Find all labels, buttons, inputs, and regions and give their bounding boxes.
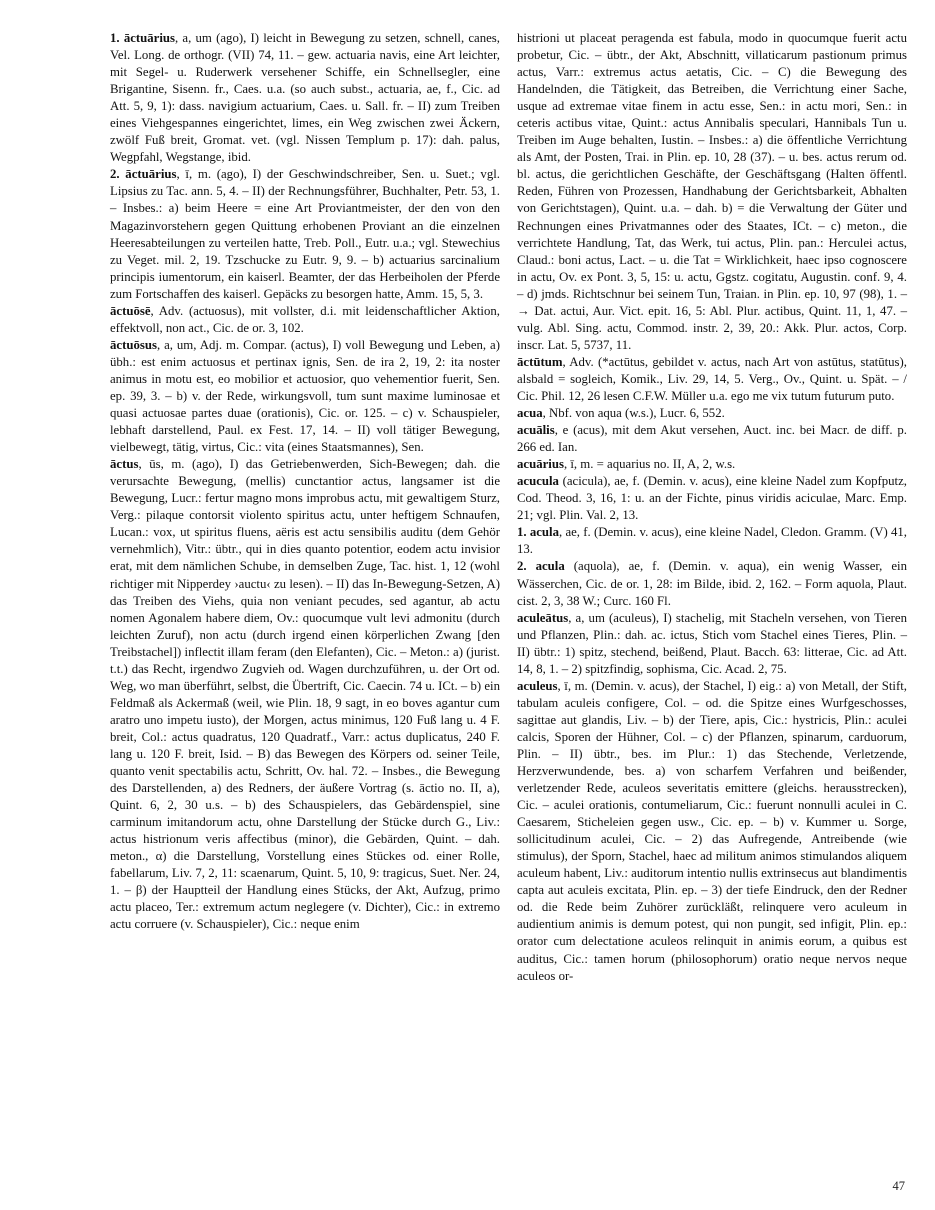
headword: aculeātus [517,610,569,625]
entry-text: , a, um (aculeus), I) stachelig, mit Stacheln versehen, von Tieren und Pflanzen, Plin.: dah. ac. ictus, Stich vom Stachel eines Tieres, Plin. – II) übtr.: 1) spitz, stechend, beißend, Plaut. Bacch. 63: litterae, Cic. ad Att. 14, 8, 1. – 2) spitzfindig, sophisma, Cic. Acad. 2, 75. [517,610,907,676]
entry-text: , ī, m. (ago), I) der Geschwindschreiber, Sen. u. Suet.; vgl. Lipsius zu Tac. ann. 5, 4. – II) der Rechnungsführer, Buchhalter, Petr. 53, 1. – Insbes.: a) beim Heere = eine Art Proviantmeister, der den von den Magazinvorstehern gegen Quittung erhobenen Proviant an die einzelnen Heeresabteilungen zu verteilen hatte, Treb. Poll., Eutr. u.a.; vgl. Stewechius zu Veget. mil. 2, 19. Tzschucke zu Eutr. 9, 9. – b) actuarius sarcinalium principis iumentorum, ein kaiserl. Beamter, der das Herbeiholen der Pferde zum Fortschaffen des kaiserl. Gepäcks zu besorgen hatte, Amm. 15, 5, 3. [110,167,500,301]
headword: 2. acula [517,559,565,574]
headword: 1. acula [517,525,559,540]
entry-aculeus [517,678,907,985]
headword: acuārius [517,457,564,472]
entry-text: (acicula), ae, f. (Demin. v. acus), eine kleine Nadel zum Kopfputz, Cod. Theod. 3, 16, 1: u. an der Fichte, pinus viridis aciculae, Marc. Emp. 21; vgl. Plin. Val. 2, 13. [517,474,907,523]
entry-text: , ūs, m. (ago), I) das Getriebenwerden, Sich-Bewegen; dah. die verursachte Bewegung, (mellis) cunctantior actus, langsamer ist die Bewegung, Lucr.: fertur magno mons improbus actu, mit gewaltigem Sturz, Verg.: pilaque contorsit violento spiritus actu, unter heftigem Schnaufen, Lucan.: vox, ut spiritus fluens, aëris est actu sensibilis auditu (dem Gehör vernehmlich), Vitr.: übtr., qui in dies quanto potentior, eodem actu invisior erat, mit dem nämlichen Schube, in demselben Zuge, Tac. hist. 1, 12 (wohl richtiger mit Nipperdey ›auctu‹ zu lesen). – II) das In-Bewegung-Setzen, A) das Treiben des Viehs, quia non veniant pecudes, sed agantur, ab actu nomen Agonalem habere diem, Ov.: quocumque vult levi admonitu (durch leichten Zuruf), non actu (durch irgend einen körperlichen Zwang [den Treibstachel]) inflectit illam feram (den Elefanten), Cic. – Meton.: a) (jurist. t.t.) das Recht, irgendwo Zugvieh od. Wagen durchzuführen, u. der Ort od. Weg, wo man überführt, selbst, die Übertrift, Cic. Caecin. 74 u. ICt. – b) ein Feldmaß als Ackermaß (weil, wie Plin. 18, 9 sagt, in eo boves agantur cum aratro uno impetu iusto), der Morgen, actus minimus, 120 Fuß lang u. 4 F. breit, Col.: actus quadratus, 120 Quadratf., Varr.: actus duplicatus, 240 F. lang u. 120 F. breit, Isid. – B) das Bewegen des Körpers od. seiner Teile, quanto venit spectabilis actu, Schritt, Ov. hal. 72. – Insbes., die Bewegung des Darstellenden, a) des Redners, der äußere Vortrag (s. āctio no. II, a), Quint. 6, 2, 30 u.s. – b) des Schauspielers, das Gebärdenspiel, sine carminum imitandorum actu, ohne Darstellung der Stücke durch G., Liv.: actus histrionum veris affectibus (minor), die Gebärden, Quint. – dah. meton., α) die Darstellung, Vorstellung eines Stückes od. einer Rolle, fabellarum, Liv. 7, 2, 11: scaenarum, Quint. 5, 10, 9: tragicus, Suet. Ner. 24, 1. – β) der Hauptteil der Handlung eines Stücks, der Akt, Aufzug, primo actu placeo, Ter.: extremum actum neglegere (v. Dichter), Cic.: in extremo actu corruere (v. Schauspieler), Cic.: neque enim [110,457,500,932]
entry-text: , Adv. (*actūtus, gebildet v. actus, nach Art von astūtus, statūtus), alsbald = sogleich, Komik., Liv. 29, 14, 5. Verg., Ov., Quint. u. Spät. – / Cic. Phil. 12, 26 lesen C.F.W. Müller u.a. ego me vix tutum futurum puto. [517,354,907,403]
headword: āctuōsē [110,303,151,318]
entry-text: , ī, m. (Demin. v. acus), der Stachel, I) eig.: a) von Metall, der Stift, tabulam aculeis configere, Col. – od. die Spitze eines Wurfgeschosses, sagittae aut glandis, Liv. – b) der Tiere, apis, Cic.: hystricis, Plin.: aculei calcis, Sporen der Hühner, Col. – c) der Pflanzen, spinarum, carduorum, Plin. – II) übtr., bes. im Plur.: 1) das Stechende, Verletzende, Herzverwundende, bes. a) von scharfem Verfahren und beißender, verletzender Rede, aculeos severitatis emittere (gleichs. herausstrecken), Cic. – aculei orationis, contumeliarum, Cic.: fuerunt nonnulli aculei in C. Caesarem, Sticheleien gegen usw., Cic. ep. – b) v. Kummer u. Sorge, sollicitudinum aculei, Cic. – 2) das Aufregende, Antreibende (wie stimulus), der Sporn, Stachel, haec ad militum animos stimulandos aliquem aculeum habent, Liv.: auditorum intentio nullis extrinsecus aut blandimentis capta aut aculeis excitata, Plin. ep. – 3) der tiefe Eindruck, den der Redner od. die Rede beim Zuhörer zurückläßt, relinquere vero aculeum in audientium animis is demum potest, qui non pungit, sed infigit, Plin. ep.: orator cum delectatione aculeos relinquit in animis eorum, a quibus est auditus, Cic.: tamen horum (philosophorum) oratio neque nervos neque aculeos or- [517,678,907,983]
headword: 2. āctuārius [110,167,177,182]
entry-actus-continued [517,30,907,354]
headword: aculeus [517,678,558,693]
headword: āctuōsus [110,337,157,352]
entry-acuarius [517,456,907,473]
entry-acualis [517,422,907,456]
headword: acucula [517,474,559,489]
entry-text: , ī, m. = aquarius no. II, A, 2, w.s. [563,457,736,472]
entry-text: , a, um, Adj. m. Compar. (actus), I) voll Bewegung und Leben, a) übh.: est enim actuosus et pertinax ignis, Sen. de ira 2, 19, 2: ita noster animus in motu est, eo mobilior et actuosior, quo vehementior fuerit, Sen. ep. 39, 3. – b) v. der Rede, wirkungsvoll, tum sunt maxime luminosae et quasi actuosae partes duae (orationis), Cic. or. 125. – c) v. Schauspieler, lebhaft darstellend, Paul. ex Fest. 17, 14. – II) voll tätiger Bewegung, vielbewegt, tätig, virtus, Cic.: vita (eines Staatsmannes), Sen. [110,337,500,455]
page-number: 47 [892,1179,905,1193]
right-column [517,30,907,985]
entry-text: , a, um (ago), I) leicht in Bewegung zu setzen, schnell, canes, Vel. Long. de orthogr. (VII) 74, 11. – gew. actuaria navis, eine Art leichter, mit Segel- u. Ruderwerk versehener Schiffe, ein Schnellsegler, eine Brigantine, Sisenn. fr., Caes. u.a. (so auch subst., actuaria, ae, f., Cic. ad Att. 5, 9, 1): dass. navigium actuarium, Caes. u. Sall. fr. – II) zum Treiben eines Viehgespannes eingerichtet, limes, ein Weg zwischen zwei Äckern, zwölf Fuß breit, Gromat. vet. (vgl. Nissen Templum p. 17): dah. palus, Wegpfahl, Wegstange, ibid. [110,31,500,165]
entry-actuarius-2 [110,166,500,302]
left-column [110,30,500,933]
entry-text: , ae, f. (Demin. v. acus), eine kleine Nadel, Cledon. Gramm. (V) 41, 13. [517,525,907,557]
entry-text: histrioni ut placeat peragenda est fabula, modo in quocumque fuerit actu probetur, Cic. – übtr., der Akt, Abschnitt, villaticarum pastionum primus actus, Varr.: extremus actus aetatis, Cic. – C) die Bewegung des Handelnden, die Tätigkeit, das Betreiben, die Verrichtung einer Sache, usque ad extremae vitae finem in actu esse, Sen.: in actu mori, Sen.: in ceteris actibus vitae, Quint.: actus Annibalis speculari, Hannibals Tun u. Treiben im Auge behalten, Iustin. – Insbes.: a) die öffentliche Verrichtung als Amt, der Posten, Trai. in Plin. ep. 10, 28 (37). – u. bes. actus rerum od. bl. actus, die gerichtlichen Geschäfte, der Geschäftsgang (Halten öffentl. Reden, Führen von Prozessen, Handhabung der Gerichtsbarkeit, Abhalten von Gerichtstagen), Quint. u.a. – dah. b) = die Verwaltung der Güter und Rechnungen eines Privatmannes oder des Staates, ICt. – c) meton., die verrichtete Handlung, Tat, das Werk, tui actus, Plin. pan.: Herculei actus, Claud.: boni actus, Lact. – u. die Tat = Wirklichkeit, haec ipso cognoscere in actu, Ov. ex Pont. 3, 5, 15: u. actu, Ggstz. cogitatu, Augustin. conf. 9, 4. – d) jmds. Richtschnur bei seinem Tun, Traian. in Plin. ep. 10, 97 (98), 1. – → Dat. actui, Aur. Vict. epit. 16, 5: Abl. Plur. actibus, Quint. 11, 1, 47. – vulg. Abl. Sing. actu, Commod. instr. 2, 39, 20.: Akk. Plur. actos, Corp. inscr. Lat. 5, 5737, 11. [517,31,907,352]
entry-actuarius-1 [110,30,500,166]
entry-acula-1 [517,524,907,558]
headword: āctus [110,457,139,472]
entry-text: , Adv. (actuosus), mit vollster, d.i. mit leidenschaftlicher Aktion, effektvoll, non act., Cic. de or. 3, 102. [110,303,500,335]
entry-actuose [110,303,500,337]
headword: 1. āctuārius [110,31,176,45]
headword: acuālis [517,423,555,438]
entry-actus [110,456,500,933]
entry-actuosus [110,337,500,456]
entry-text: (aquola), ae, f. (Demin. v. aqua), ein wenig Wasser, ein Wässerchen, Cic. de or. 1, 28: im Bilde, ibid. 2, 162. – Form aquola, Plaut. cist. 2, 3, 38 W.; Curc. 160 Fl. [517,559,907,608]
headword: acua [517,406,543,421]
entry-acua [517,405,907,422]
entry-actutum [517,354,907,405]
entry-acucula [517,473,907,524]
entry-aculeatus [517,610,907,678]
headword: āctūtum [517,354,563,369]
entry-acula-2 [517,558,907,609]
entry-text: , Nbf. von aqua (w.s.), Lucr. 6, 552. [542,406,725,421]
entry-text: , e (acus), mit dem Akut versehen, Auct. inc. bei Macr. de diff. p. 266 ed. Ian. [517,423,907,455]
